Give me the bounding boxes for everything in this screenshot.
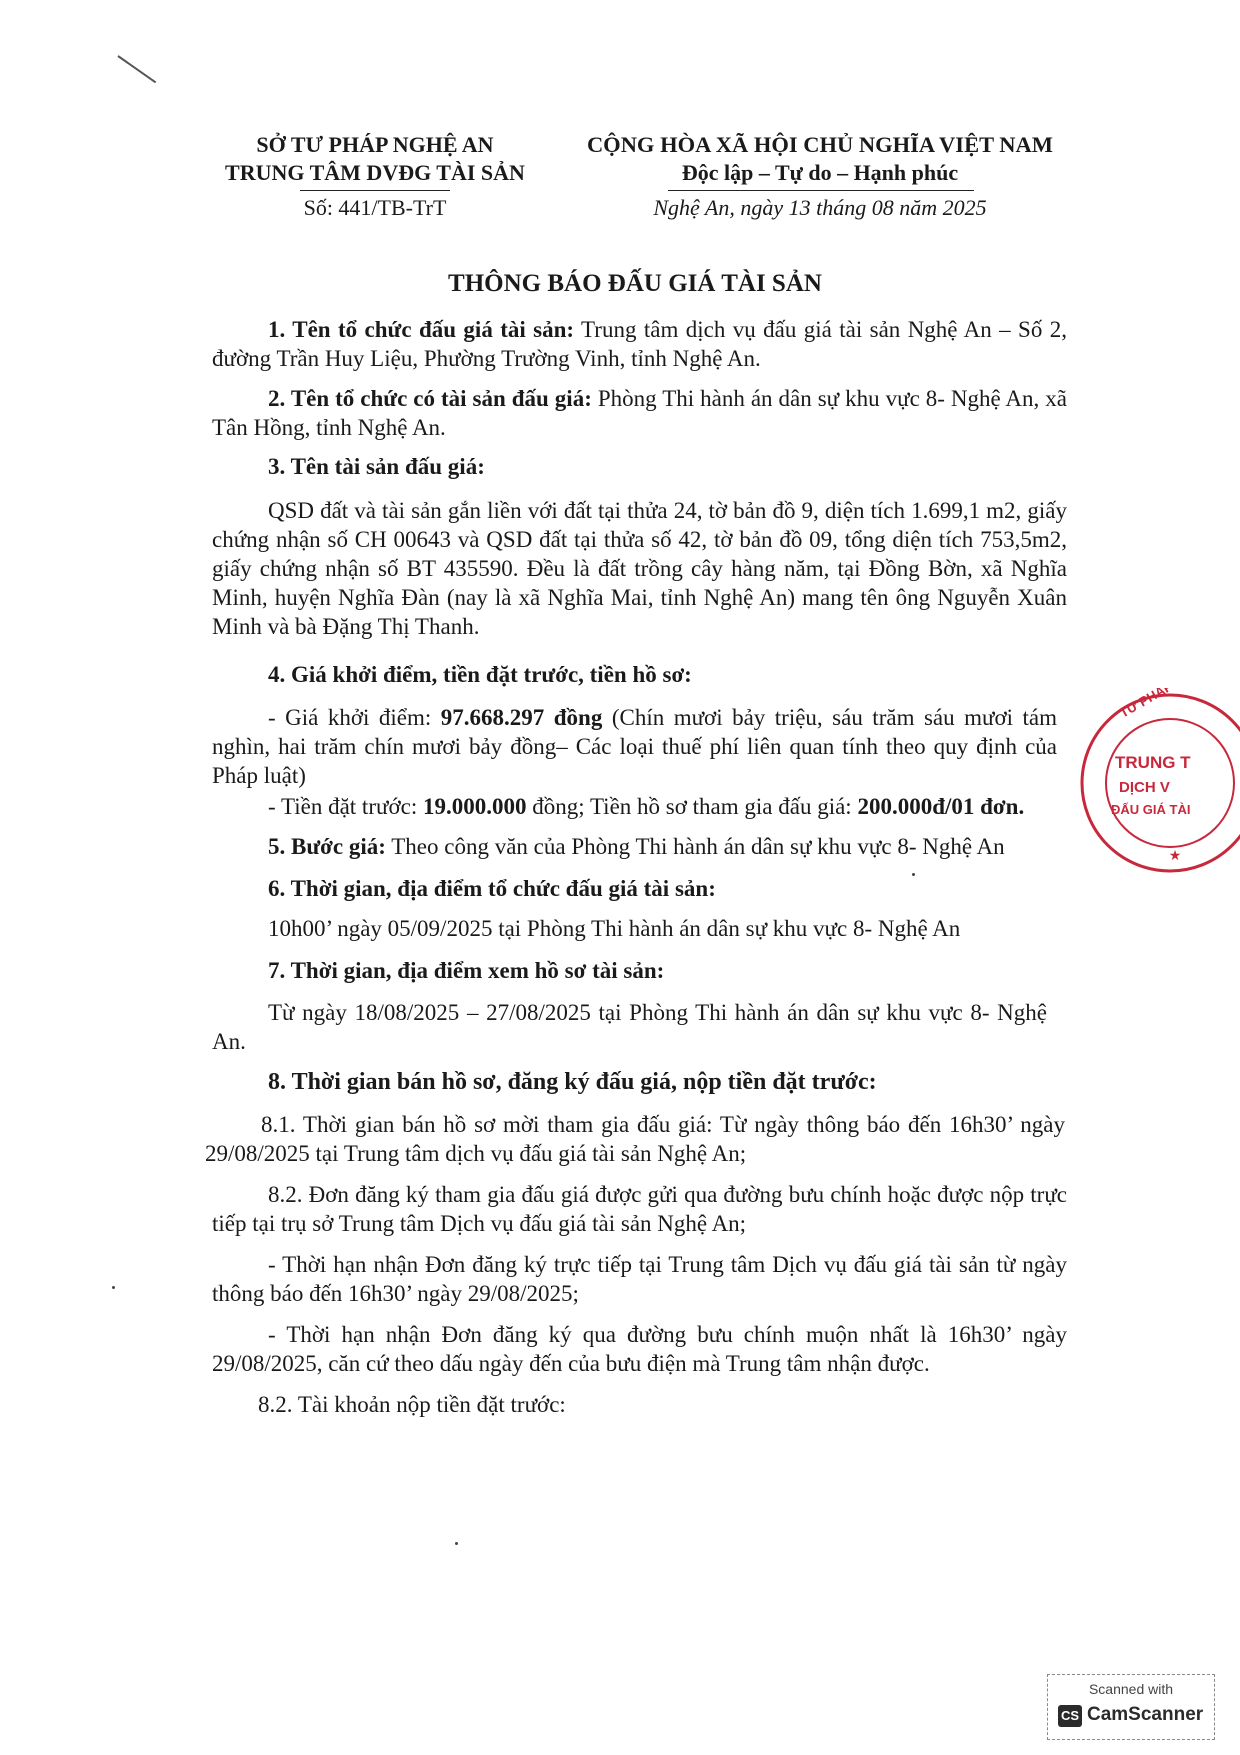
section-4-price <box>212 703 1057 790</box>
section-1-text: Trung tâm dịch vụ đấu giá tài sản Nghệ An – Số 2, đường Trần Huy Liệu, Phường Trường Vinh, tỉnh Nghệ An. <box>212 317 1067 371</box>
camscanner-watermark <box>1047 1674 1215 1740</box>
section-8-direct-deadline: - Thời hạn nhận Đơn đăng ký trực tiếp tại Trung tâm Dịch vụ đấu giá tài sản từ ngày thông báo đến 16h30’ ngày 29/08/2025; <box>212 1252 1067 1306</box>
section-7-label: 7. Thời gian, địa điểm xem hồ sơ tài sản: <box>268 958 665 983</box>
official-stamp <box>1075 688 1240 878</box>
header-right-rule <box>668 190 974 191</box>
section-1-label: 1. Tên tổ chức đấu giá tài sản: <box>268 317 575 342</box>
speck <box>112 1286 115 1289</box>
speck <box>455 1542 458 1545</box>
header-left-rule <box>300 190 450 191</box>
stamp-line-3: ĐẤU GIÁ TÀI <box>1111 802 1191 817</box>
section-5 <box>268 832 1005 861</box>
deposit-amount: 19.000.000 <box>422 794 527 819</box>
section-5-text: Theo công văn của Phòng Thi hành án dân sự khu vực 8- Nghệ An <box>385 834 1005 859</box>
section-5-label: 5. Bước giá: <box>268 834 386 859</box>
price-in-words: (Chín mươi bảy triệu, sáu trăm sáu mươi tám nghìn, hai trăm chín mươi bảy đồng– Các loại thuế phí liên quan tính theo quy định của Pháp luật) <box>212 705 1057 788</box>
document-title: THÔNG BÁO ĐẤU GIÁ TÀI SẢN <box>448 270 822 297</box>
document-date: Nghệ An, ngày 13 tháng 08 năm 2025 <box>653 195 987 220</box>
section-1 <box>212 315 1067 373</box>
stamp-line-1: TRUNG T <box>1115 753 1191 772</box>
section-8-deposit-account: 8.2. Tài khoản nộp tiền đặt trước: <box>258 1392 566 1417</box>
section-2-label: 2. Tên tổ chức có tài sản đấu giá: <box>268 386 592 411</box>
speck <box>912 873 915 876</box>
section-3-label: 3. Tên tài sản đấu giá: <box>268 454 485 479</box>
section-3-text: QSD đất và tài sản gắn liền với đất tại thửa 24, tờ bản đồ 9, diện tích 1.699,1 m2, giấy chứng nhận số CH 00643 và QSD đất tại thửa số 42, tờ bản đồ 09, tổng diện tích 753,5m2, giấy chứng nhận số BT 435590. Đều là đất trồng cây hàng năm, tại Đồng Bờn, xã Nghĩa Minh, huyện Nghĩa Đàn (nay là xã Nghĩa Mai, tỉnh Nghệ An) mang tên ông Nguyễn Xuân Minh và bà Đặng Thị Thanh. <box>212 498 1067 639</box>
stamp-arc-text: TƯ PHÁP <box>1117 688 1176 721</box>
agency-name: TRUNG TÂM DVĐG TÀI SẢN <box>225 160 525 185</box>
deposit-prefix: - Tiền đặt trước: <box>268 794 423 819</box>
stamp-line-2: DỊCH V <box>1119 779 1170 796</box>
scan-mark <box>117 55 156 83</box>
document-number: Số: 441/TB-TrT <box>303 195 447 220</box>
agency-parent: SỞ TƯ PHÁP NGHỆ AN <box>256 132 494 157</box>
section-8-2: 8.2. Đơn đăng ký tham gia đấu giá được gửi qua đường bưu chính hoặc được nộp trực tiếp tại trụ sở Trung tâm Dịch vụ đấu giá tài sản Nghệ An; <box>212 1182 1067 1236</box>
scanned-with-caption: Scanned with <box>1088 1681 1174 1697</box>
section-8-label: 8. Thời gian bán hồ sơ, đăng ký đấu giá, nộp tiền đặt trước: <box>268 1069 877 1095</box>
section-6-text: 10h00’ ngày 05/09/2025 tại Phòng Thi hành án dân sự khu vực 8- Nghệ An <box>268 916 961 941</box>
section-8-1: 8.1. Thời gian bán hồ sơ mời tham gia đấu giá: Từ ngày thông báo đến 16h30’ ngày 29/08/2025 tại Trung tâm dịch vụ đấu giá tài sản Nghệ An; <box>205 1112 1065 1166</box>
deposit-mid: đồng; Tiền hồ sơ tham gia đấu giá: <box>526 794 858 819</box>
section-2 <box>212 384 1067 442</box>
camscanner-name: CamScanner <box>1087 1704 1204 1725</box>
section-4-deposit <box>268 792 1024 821</box>
section-2-text: Phòng Thi hành án dân sự khu vực 8- Nghệ An, xã Tân Hồng, tỉnh Nghệ An. <box>212 386 1067 440</box>
section-7-text: Từ ngày 18/08/2025 – 27/08/2025 tại Phòng Thi hành án dân sự khu vực 8- Nghệ An. <box>212 1000 1047 1054</box>
application-fee: 200.000đ/01 đơn. <box>857 794 1025 819</box>
camscanner-logo-icon: CS <box>1058 1705 1082 1727</box>
stamp-star-icon: ★ <box>1168 848 1182 864</box>
motto: Độc lập – Tự do – Hạnh phúc <box>681 160 959 185</box>
section-8-postal-deadline: - Thời hạn nhận Đơn đăng ký qua đường bưu chính muộn nhất là 16h30’ ngày 29/08/2025, căn cứ theo dấu ngày đến của bưu điện mà Trung tâm nhận được. <box>212 1322 1067 1376</box>
section-6-label: 6. Thời gian, địa điểm tổ chức đấu giá tài sản: <box>268 876 716 901</box>
country-name: CỘNG HÒA XÃ HỘI CHỦ NGHĨA VIỆT NAM <box>586 132 1054 157</box>
price-prefix: - Giá khởi điểm: <box>268 705 441 730</box>
starting-price: 97.668.297 đồng <box>440 705 603 730</box>
section-4-label: 4. Giá khởi điểm, tiền đặt trước, tiền hồ sơ: <box>268 662 692 687</box>
